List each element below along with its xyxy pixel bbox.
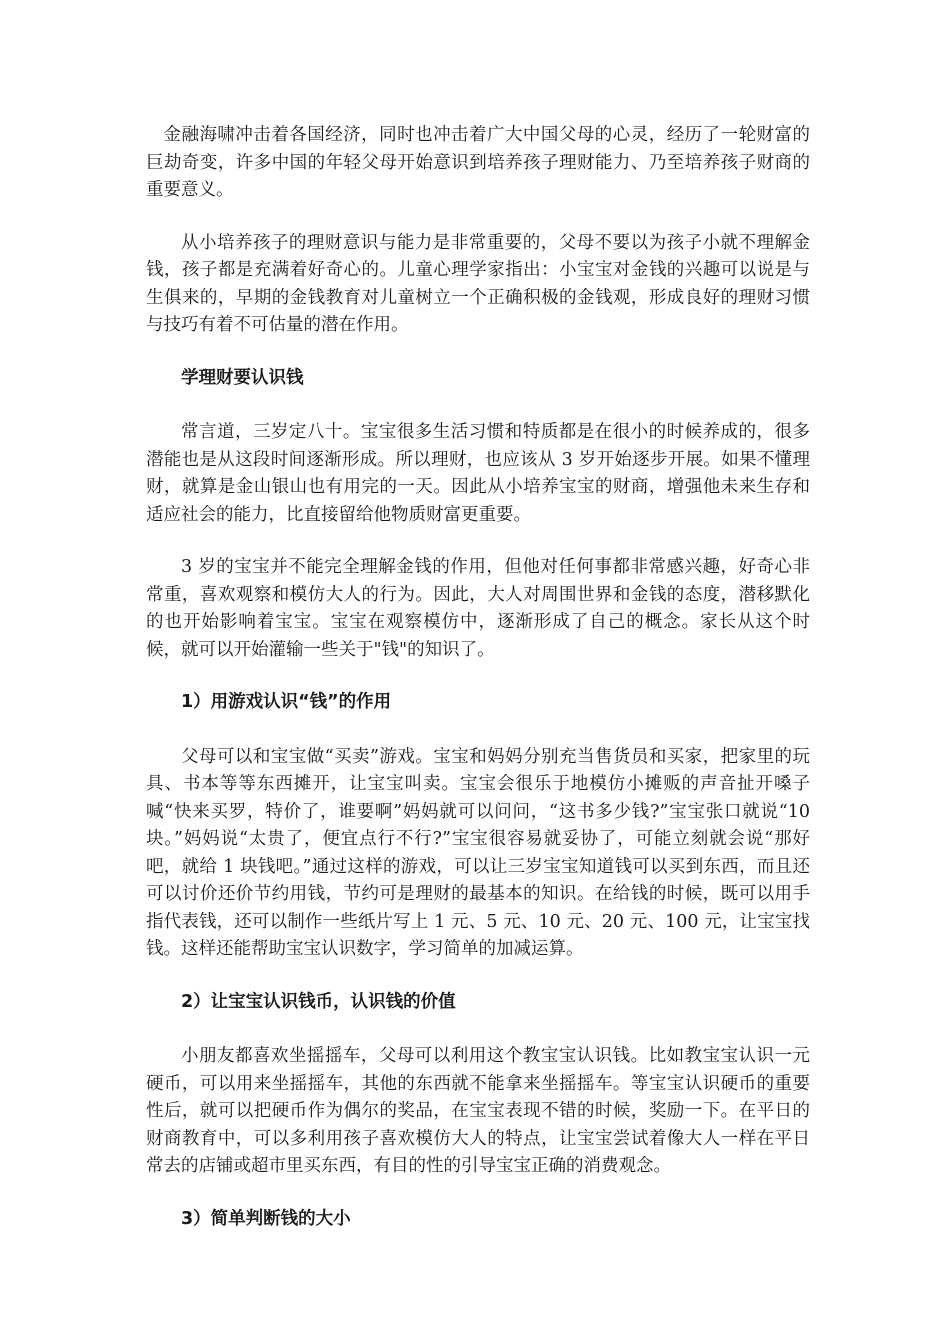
paragraph-coins: 小朋友都喜欢坐摇摇车，父母可以利用这个教宝宝认识钱。比如教宝宝认识一元硬币，可以用来坐摇摇车，其他的东西就不能拿来坐摇摇车。等宝宝认识硬币的重要性后，就可以把硬币作为偶尔的奖品，在宝宝表现不错的时候，奖励一下。在平日的财商教育中，可以多利用孩子喜欢模仿大人的特点，让宝宝尝试着像大人一样在平日常去的店铺或超市里买东西，有目的性的引导宝宝正确的消费观念。 <box>146 1046 810 1176</box>
section-heading-coins: 2）让宝宝认识钱币，认识钱的价值 <box>181 991 456 1012</box>
section-heading-game: 1）用游戏认识“钱”的作用 <box>181 692 392 712</box>
paragraph-curiosity: 3 岁的宝宝并不能完全理解金钱的作用，但他对任何事都非常感兴趣，好奇心非常重，喜欢观察和模仿大人的行为。因此，大人对周围世界和金钱的态度，潜移默化的也开始影响着宝宝。宝宝在观察模仿中，逐渐形成了自己的概念。家长从这个时候，就可以开始灌输一些关于"钱"的知识了。 <box>146 557 810 660</box>
section-heading-judge-money: 3）简单判断钱的大小 <box>181 1208 351 1229</box>
paragraph-intro: 金融海啸冲击着各国经济，同时也冲击着广大中国父母的心灵，经历了一轮财富的巨劫奇变，许多中国的年轻父母开始意识到培养孩子理财能力、乃至培养孩子财商的重要意义。 <box>146 125 810 200</box>
paragraph-three-years: 常言道，三岁定八十。宝宝很多生活习惯和特质都是在很小的时候养成的，很多潜能也是从这段时间逐渐形成。所以理财，也应该从 3 岁开始逐步开展。如果不懂理财，就算是金山银山也有用完的一天。因此从小培养宝宝的财商，增强他未来生存和适应社会的能力，比直接留给他物质财富更重要。 <box>146 422 810 525</box>
paragraph-importance: 从小培养孩子的理财意识与能力是非常重要的，父母不要以为孩子小就不理解金钱，孩子都是充满着好奇心的。儿童心理学家指出：小宝宝对金钱的兴趣可以说是与生俱来的，早期的金钱教育对儿童树立一个正确积极的金钱观，形成良好的理财习惯与技巧有着不可估量的潜在作用。 <box>146 232 810 335</box>
paragraph-buy-sell-game: 父母可以和宝宝做“买卖”游戏。宝宝和妈妈分别充当售货员和买家，把家里的玩具、书本等等东西摊开，让宝宝叫卖。宝宝会很乐于地模仿小摊贩的声音扯开嗓子喊“快来买罗，特价了，谁要啊”妈妈就可以问问，“这书多少钱?”宝宝张口就说“10 块。”妈妈说“太贵了，便宜点行不行?”宝宝很容易就妥协了，可能立刻就会说“那好吧，就给 1 块钱吧。”通过这样的游戏，可以让三岁宝宝知道钱可以买到东西，而且还可以讨价还价节约用钱，节约可是理财的最基本的知识。在给钱的时候，既可以用手指代表钱，还可以制作一些纸片写上 1 元、5 元、10 元、20 元、100 元，让宝宝找钱。这样还能帮助宝宝认识数字，学习简单的加减运算。 <box>146 746 810 959</box>
document-body <box>146 122 810 1260</box>
section-heading-learn-money: 学理财要认识钱 <box>181 367 304 388</box>
